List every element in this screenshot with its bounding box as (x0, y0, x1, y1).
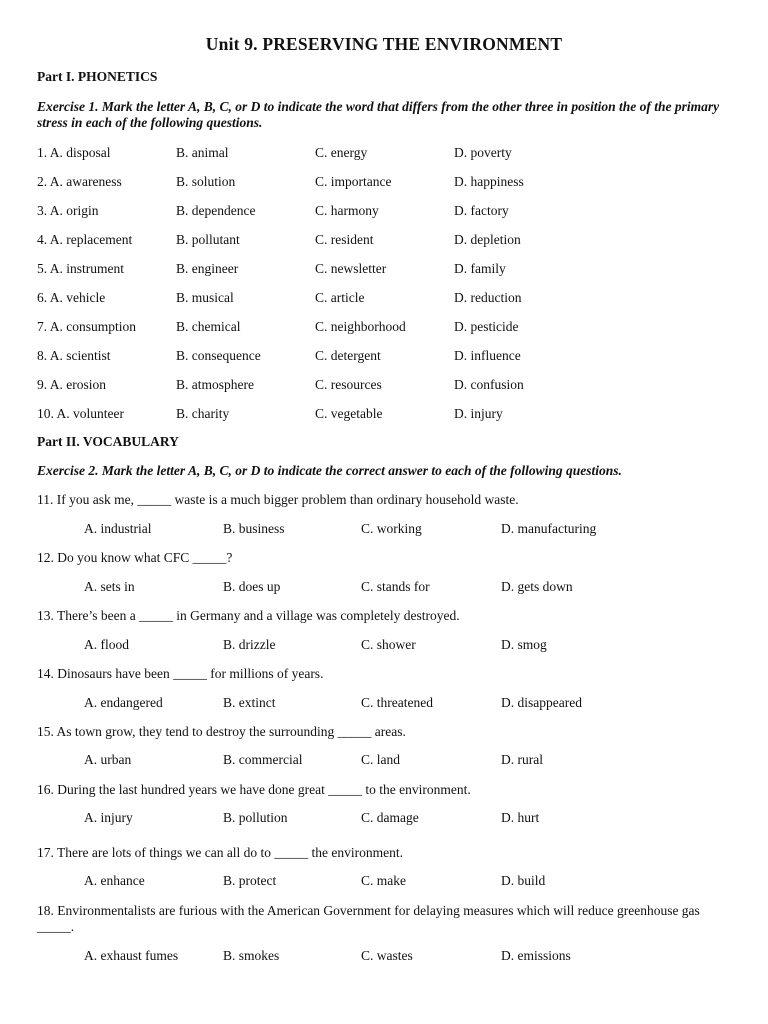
answer-options (0, 695, 768, 713)
option-d: D. build (501, 873, 546, 888)
option-a: 3. A. origin (37, 203, 99, 218)
option-d: D. depletion (454, 232, 521, 247)
option-a: 6. A. vehicle (37, 290, 106, 305)
option-b: B. solution (176, 174, 236, 189)
option-b: B. does up (223, 579, 281, 594)
option-c: C. threatened (361, 695, 433, 710)
question-stem: 17. There are lots of things we can all do to _____ the environment. (37, 845, 404, 860)
option-c: C. damage (361, 810, 419, 825)
option-d: D. pesticide (454, 319, 519, 334)
option-c: C. importance (315, 174, 392, 189)
option-b: B. smokes (223, 948, 280, 963)
option-c: C. energy (315, 145, 368, 160)
question-stem: 13. There’s been a _____ in Germany and a village was completely destroyed. (37, 608, 460, 623)
option-c: C. stands for (361, 579, 430, 594)
exercise1-instruction: Exercise 1. Mark the letter A, B, C, or D to indicate the word that differs from the other three in position the of the primary stress in each of the following questions. (37, 99, 720, 130)
option-b: B. pollutant (176, 232, 240, 247)
option-a: 1. A. disposal (37, 145, 111, 160)
option-a: 7. A. consumption (37, 319, 137, 334)
option-c: C. working (361, 521, 422, 536)
part1-heading: Part I. PHONETICS (37, 69, 158, 84)
phonetics-row (0, 377, 768, 395)
option-c: C. detergent (315, 348, 381, 363)
option-d: D. influence (454, 348, 521, 363)
option-a: 8. A. scientist (37, 348, 111, 363)
page-title: Unit 9. PRESERVING THE ENVIRONMENT (205, 34, 563, 54)
option-a: A. flood (84, 637, 129, 652)
phonetics-row (0, 203, 768, 221)
option-a: A. urban (84, 752, 132, 767)
exercise2-instruction: Exercise 2. Mark the letter A, B, C, or D to indicate the correct answer to each of the following questions. (37, 463, 622, 478)
option-b: B. engineer (176, 261, 239, 276)
option-b: B. commercial (223, 752, 303, 767)
answer-options (0, 873, 768, 891)
answer-options (0, 521, 768, 539)
option-b: B. chemical (176, 319, 241, 334)
option-b: B. business (223, 521, 285, 536)
phonetics-row (0, 406, 768, 424)
option-d: D. factory (454, 203, 509, 218)
option-a: A. exhaust fumes (84, 948, 179, 963)
option-a: 4. A. replacement (37, 232, 133, 247)
option-d: D. happiness (454, 174, 524, 189)
option-b: B. dependence (176, 203, 256, 218)
phonetics-row (0, 319, 768, 337)
option-c: C. vegetable (315, 406, 383, 421)
option-a: A. enhance (84, 873, 145, 888)
option-c: C. article (315, 290, 365, 305)
option-d: D. injury (454, 406, 503, 421)
answer-options (0, 579, 768, 597)
option-c: C. shower (361, 637, 416, 652)
phonetics-row (0, 232, 768, 250)
option-b: B. atmosphere (176, 377, 254, 392)
phonetics-row (0, 145, 768, 163)
option-b: B. charity (176, 406, 230, 421)
phonetics-row (0, 261, 768, 279)
question-stem: 18. Environmentalists are furious with the American Government for delaying measures which will reduce greenhouse gas _____. (37, 903, 700, 934)
answer-options (0, 637, 768, 655)
part2-heading: Part II. VOCABULARY (37, 434, 179, 449)
option-c: C. neighborhood (315, 319, 406, 334)
option-c: C. land (361, 752, 400, 767)
option-c: C. harmony (315, 203, 379, 218)
option-b: B. drizzle (223, 637, 276, 652)
option-d: D. confusion (454, 377, 524, 392)
option-a: 5. A. instrument (37, 261, 124, 276)
answer-options (0, 752, 768, 770)
question-stem: 15. As town grow, they tend to destroy the surrounding _____ areas. (37, 724, 406, 739)
phonetics-row (0, 290, 768, 308)
phonetics-row (0, 348, 768, 366)
option-d: D. rural (501, 752, 543, 767)
question-stem: 14. Dinosaurs have been _____ for millions of years. (37, 666, 324, 681)
option-b: B. pollution (223, 810, 288, 825)
option-b: B. animal (176, 145, 229, 160)
option-d: D. gets down (501, 579, 573, 594)
question-stem: 11. If you ask me, _____ waste is a much bigger problem than ordinary household waste. (37, 492, 519, 507)
option-b: B. protect (223, 873, 277, 888)
option-a: A. injury (84, 810, 133, 825)
option-d: D. poverty (454, 145, 512, 160)
option-c: C. wastes (361, 948, 413, 963)
option-c: C. resident (315, 232, 374, 247)
option-c: C. make (361, 873, 406, 888)
option-a: 9. A. erosion (37, 377, 106, 392)
option-b: B. extinct (223, 695, 276, 710)
option-d: D. hurt (501, 810, 540, 825)
option-b: B. musical (176, 290, 234, 305)
option-d: D. reduction (454, 290, 522, 305)
option-b: B. consequence (176, 348, 261, 363)
option-a: A. endangered (84, 695, 163, 710)
question-stem: 16. During the last hundred years we have done great _____ to the environment. (37, 782, 471, 797)
option-c: C. resources (315, 377, 382, 392)
phonetics-row (0, 174, 768, 192)
option-d: D. smog (501, 637, 547, 652)
option-d: D. family (454, 261, 506, 276)
answer-options (0, 810, 768, 828)
option-d: D. emissions (501, 948, 571, 963)
option-a: 10. A. volunteer (37, 406, 124, 421)
option-a: A. industrial (84, 521, 152, 536)
option-a: A. sets in (84, 579, 135, 594)
answer-options (0, 948, 768, 966)
option-d: D. disappeared (501, 695, 582, 710)
question-stem: 12. Do you know what CFC _____? (37, 550, 233, 565)
option-c: C. newsletter (315, 261, 387, 276)
option-a: 2. A. awareness (37, 174, 122, 189)
option-d: D. manufacturing (501, 521, 597, 536)
